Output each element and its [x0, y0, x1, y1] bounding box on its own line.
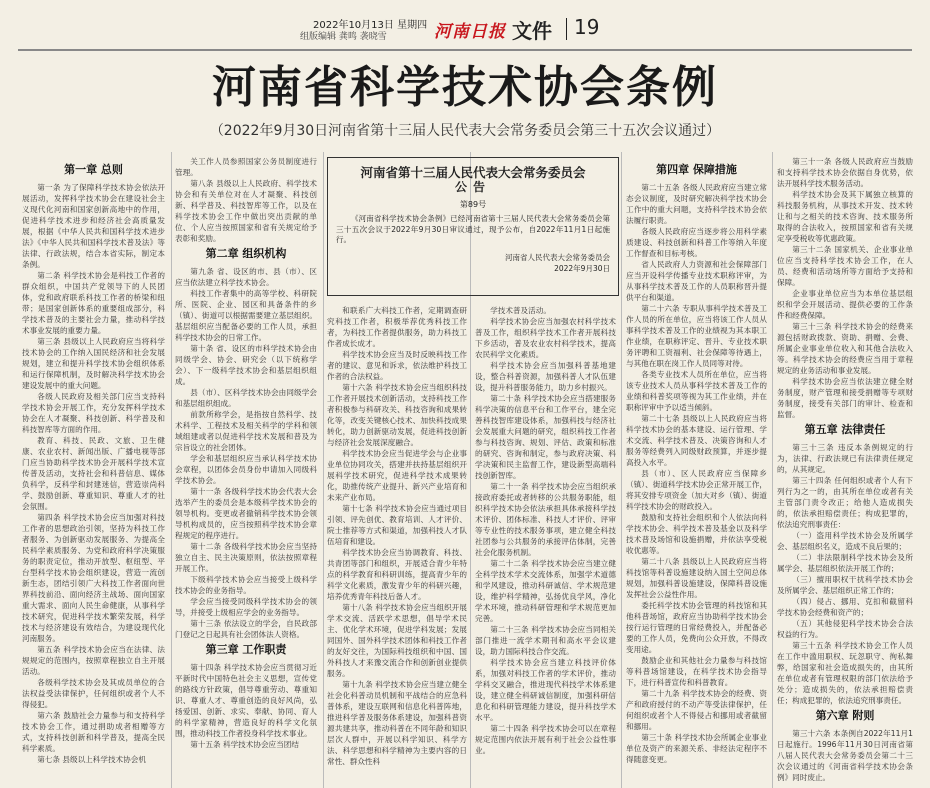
- article-paragraph: 县（市）、区科学技术协会由同级学会和基层组织组成。: [175, 388, 317, 408]
- article-paragraph: 第三十条 科学技术协会所属企业事业单位及资产的来源关系、非经法定程序不得随意变更。: [626, 733, 767, 764]
- notice-heading: 公告: [454, 180, 491, 194]
- newspaper-logo: 河南日报: [434, 22, 506, 42]
- section-name: 文件: [512, 19, 552, 43]
- notice-signatory: 河南省人民代表大会常务委员会: [505, 252, 610, 262]
- article-paragraph: 第二十八条 县级以上人民政府应当将科技馆等科普设施建设纳入国土空间总体规划，加强科普设施建设，保障科普设施发挥社会公益性作用。: [626, 557, 767, 599]
- article-paragraph: 科学技术协会应当促进学会与企业事业单位协同攻关，搭建并扶持基层组织开展科学技术研究，促进科学技术成果转化，助推传统产业提升、新兴产业培育和未来产业布局。: [327, 449, 467, 502]
- text-column-3: [327, 305, 467, 788]
- article-paragraph: 第十三条 依法设立的学会，自民政部门登记之日起具有社会团体法人资格。: [175, 619, 317, 639]
- text-column-1: [22, 160, 165, 788]
- article-paragraph: 第十六条 科学技术协会应当组织科技工作者开展技术创新活动，支持科技工作者积极参与科研攻关、科技咨询和成果转化等，改变关键核心技术、加快科技成果转化，助力创新驱动发展，促进科技创新与经济社会发展深度融合。: [327, 383, 467, 447]
- article-paragraph: 第七条 县级以上科学技术协会机: [37, 755, 146, 764]
- article-paragraph: （一）盗用科学技术协会及所属学会、基层组织名义，造成不良后果的；: [777, 531, 913, 551]
- chapter-heading: 第三章 工作职责: [205, 643, 287, 656]
- article-paragraph: 第三十五条 科学技术协会工作人员在工作中滥用职权、玩忽职守、徇私舞弊，给国家和社会造成损失的，由其所在单位或者有管理权限的部门依法给予处分；造成损失的，依法承担赔偿责任；构成犯罪的，依法追究刑事责任。: [777, 641, 913, 705]
- article-paragraph: 学技术普及活动。: [490, 306, 551, 315]
- article-paragraph: 第十五条 科学技术协会应当团结: [190, 740, 299, 749]
- article-paragraph: 科学技术协会应当协调教育、科技、共青团等部门和组织，开展适合青少年特点的科学教育和科研训练，提高青少年的科学文化素质，激发青少年的科研兴趣，培养优秀青年科技后备人才。: [327, 548, 467, 601]
- notice-body: 《河南省科学技术协会条例》已经河南省第十三届人民代表大会常务委员会第三十五次会议于2022年9月30日审议通过，现予公布，自2022年11月1日起施行。: [336, 214, 610, 244]
- article-paragraph: 教育、科技、民政、文旅、卫生健康、农业农村、新闻出版、广播电视等部门应当协助科学技术协会开展科学技术宣传普及活动，支持社会和科普信息、媒体负科学，反科学和封建迷信，营造崇尚科学、鼓励创新、尊重知识、尊重人才的社会氛围。: [22, 436, 165, 511]
- article-paragraph: 第三十三条 违反本条例规定的行为，法律、行政法规已有法律责任规定的，从其规定。: [777, 443, 913, 474]
- page-number: 19: [574, 15, 600, 39]
- article-paragraph: （五）其他侵犯科学技术协会合法权益的行为。: [777, 619, 913, 639]
- chapter-heading: 第一章 总则: [64, 163, 123, 176]
- chapter-heading: 第五章 法律责任: [804, 423, 886, 436]
- editor-credit: 组版编辑 龚鸣 袭晓雪: [300, 32, 387, 42]
- chapter-heading: 第二章 组织机构: [205, 247, 287, 260]
- header-rule: [18, 49, 912, 51]
- article-paragraph: 鼓励企业和其他社会力量参与科技馆等科普场馆建设，在科学技术协会指导下，进行科普宣传和科普教育。: [626, 656, 767, 687]
- notice-number: 第89号: [459, 200, 487, 209]
- article-paragraph: 第二十二条 科学技术协会应当建立健全科学技术学术交流体系，加强学术道德和学风建设，推动科研诚信、学术规范建设，维护科学精神，弘扬优良学风，净化学术环境，推动科研管理和学术规范更加完善。: [475, 559, 616, 623]
- notice-date: 2022年9月30日: [554, 263, 610, 273]
- article-paragraph: 科学技术协会及其下属独立核算的科技服务机构，从事技术开发、技术转让和与之相关的技术咨询、技术服务所取得的合法收入，按照国家和省有关规定享受税收等优惠政策。: [777, 190, 913, 243]
- article-paragraph: 科技工作者集中的高等学校、科研院所、医院、企业、园区和具备条件的乡（镇）、街道可以根据需要建立基层组织。基层组织应当配备必要的工作人员，承担科学技术协会的日常工作。: [175, 289, 317, 342]
- article-paragraph: 第十七条 科学技术协会应当通过项目引领、评先创优、教育培训、人才评价、院士推荐等方式和渠道，加强科技人才队伍培育和建设。: [327, 504, 467, 546]
- article-paragraph: 企业事业单位应当为本单位基层组织和学会开展活动、提供必要的工作条件和经费保障。: [777, 289, 913, 320]
- article-paragraph: 第二十一条 科学技术协会应当组织承接政府委托或者转移的公共服务职能，组织科学技术协会依法承担具体承接科学技术评价、团体标准、科技人才评价、评审等专业性的技术服务事项，建立健全科技社团参与公共服务的承接评估体制，完善社会化服务机制。: [475, 482, 616, 557]
- article-paragraph: 第三条 县级以上人民政府应当将科学技术协会的工作纳入国民经济和社会发展规划，建立和提升科学技术协会组织体系和运行保障机制，及时解决科学技术协会建设发展中的重大问题。: [22, 337, 165, 390]
- article-paragraph: 下级科学技术协会应当接受上级科学技术协会的业务指导。: [175, 575, 317, 595]
- article-paragraph: 前款所称学会，是指按自然科学、技术科学、工程技术及相关科学的学科和领域组建或者以促进科学技术发展和普及为宗旨设立的社会团体。: [175, 410, 317, 452]
- article-paragraph: 第二十九条 科学技术协会的经费、资产和政府授付的不动产等受法律保护，任何组织或者个人不得侵占和挪用或者截留和挪用。: [626, 689, 767, 731]
- article-paragraph: 第二十七条 县级以上人民政府应当将科学技术协会的基本建设、运行管理、学术交流、科学技术普及、决策咨询和人才服务等经费列入同级财政预算，并逐步提高投入水平。: [626, 414, 767, 467]
- article-paragraph: 学会应当接受同级科学技术协会的领导，并接受上级相应学会的业务指导。: [175, 597, 317, 617]
- chapter-heading: 第四章 保障措施: [656, 163, 737, 176]
- article-paragraph: 第十条 省、设区的市科学技术协会由同级学会、协会、研究会（以下统称学会）、下一级科学技术协会和基层组织组成。: [175, 344, 317, 386]
- article-paragraph: 第二十四条 科学技术协会可以在章程规定范围内依法开展有利于社会公益性事业。: [475, 724, 616, 755]
- article-paragraph: （二）非法限制科学技术协会及所属学会、基层组织依法开展工作的；: [777, 553, 913, 573]
- article-paragraph: 第十二条 各级科学技术协会应当坚持独立自主、民主决策原则，依法按照章程开展工作。: [175, 542, 317, 573]
- article-paragraph: 鼓励和支持社会组织和个人依法向科学技术协会、科学技术普及基金以及科学技术普及场馆和设施捐赠，并依法享受税收优惠等。: [626, 513, 767, 555]
- article-paragraph: 第二条 科学技术协会是科技工作者的群众组织，中国共产党领导下的人民团体，党和政府联系科技工作者的桥梁和纽带；是国家创新体系的重要组成部分，科学技术普及的主要社会力量，推动科学技术事业发展的重要力量。: [22, 271, 165, 335]
- article-paragraph: 第三十六条 本条例自2022年11月1日起施行。1996年11月30日河南省第八届人民代表大会常务委员会第二十三次会议通过的《河南省科学技术协会条例》同时废止。: [777, 729, 913, 782]
- article-paragraph: 科学技术协会应当及时反映科技工作者的建议、意见和诉求，依法维护科技工作者的合法权益。: [327, 350, 467, 381]
- article-paragraph: 第三十四条 任何组织或者个人有下列行为之一的，由其所在单位或者有关主管部门责令改正；给他人造成损失的，依法承担赔偿责任；构成犯罪的，依法追究刑事责任：: [777, 476, 913, 529]
- article-paragraph: 第二十条 科学技术协会应当搭建服务科学决策的信息平台和工作平台，建全完善科技智库建设体系，加强科技与经济社会发展重大问题的研究，组织科技工作者参与科技咨询、规划、评估、政策和标准的研究、咨询和制定，参与政府决策、科学决策和民主监督工作，建设新型高端科技创新智库。: [475, 394, 616, 480]
- article-title: 河南省科学技术协会条例: [212, 62, 718, 113]
- article-paragraph: 第十九条 科学技术协会应当建立健全社会化科普动员机制和平战结合的应急科普体系，建设互联网和信息化科普阵地，推进科学普及服务体系建设，加强科普资源共建共享，推动科普在不同年龄和知识层次人群中，开展以科学知识、科学方法、科学思想和科学精神为主要内容的日常性、群众性科: [327, 680, 467, 766]
- article-paragraph: 科学技术协会应当依法建立健全财务制度，财产管理和接受捐赠等专项财务制度，接受有关部门的审计、检查和监督。: [777, 377, 913, 419]
- chapter-heading: 第六章 附则: [815, 709, 875, 722]
- article-subtitle: （2022年9月30日河南省第十三届人民代表大会常务委员会第三十五次会议通过）: [209, 123, 721, 139]
- article-paragraph: 省人民政府人力资源和社会保障部门应当开设科学传播专业技术职称评审，为从事科学技术普及工作的人员职称晋升提供平台和渠道。: [626, 260, 767, 302]
- article-paragraph: （三）擅用职权干扰科学技术协会及所属学会、基层组织正常工作的；: [777, 575, 913, 595]
- text-column-5: [626, 160, 767, 788]
- notice-issuer: 河南省第十三届人民代表大会常务委员会: [360, 165, 586, 180]
- article-paragraph: 各级科学技术协会及其成员单位的合法权益受法律保护，任何组织或者个人不得侵犯。: [22, 678, 165, 709]
- article-paragraph: 各类专业技术人员所在单位，应当将该专业技术人员从事科学技术普及工作的业绩和科普奖项等视为其工作业绩，并在职称评审中予以适当倾斜。: [626, 370, 767, 412]
- article-paragraph: 各级人民政府及相关部门应当支持科学技术协会开展工作，充分发挥科学技术协会在人才凝聚、科技创新、科学普及和科技智库等方面的作用。: [22, 392, 165, 434]
- article-paragraph: 各级人民政府应当逐步将公用科学素质建设、科技创新和科普工作等纳入年度工作督查和目标考核。: [626, 227, 767, 258]
- announcement-box: [327, 157, 619, 296]
- column-divider: [323, 152, 324, 788]
- article-paragraph: 关工作人员参照国家公务员制度进行管理。: [175, 157, 317, 177]
- article-paragraph: 第二十三条 科学技术协会应当同相关部门推进一流学术期刊和高水平会议建设，助力国际科技合作交流。: [475, 625, 616, 656]
- text-column-4: [475, 305, 616, 788]
- article-paragraph: 第三十一条 各级人民政府应当鼓励和支持科学技术协会依据自身优势，依法开展科学技术服务活动。: [777, 157, 913, 188]
- article-paragraph: 第四条 科学技术协会应当加强对科技工作者的思想政治引领，坚持为科技工作者服务、为创新驱动发展服务、为提高全民科学素质服务、为党和政府科学决策服务的职责定位，推动开放型、枢纽型、平台型科学技术协会组织建设，营造一流创新生态，团结引领广大科技工作者面向世界科技前沿、面向经济主战场、面向国家重大需求、面向人民生命健康，从事科学技术研究，促进科学技术繁荣发展，科学技术与经济建设有效结合，为建设现代化河南服务。: [22, 513, 165, 643]
- article-paragraph: 科学技术协会应当加强科普基地建设，整合科普资源，加强科普人才队伍建设，提升科普服务能力，助力乡村振兴。: [475, 361, 616, 392]
- column-divider: [772, 152, 773, 788]
- article-paragraph: 第二十六条 专职从事科学技术普及工作人员的所在单位，应当将该工作人员从事科学技术普及工作的业绩视为其本职工作业绩，在职称评定、晋升、专业技术职务评聘和工资福利、社会保障等待遇上，与其他在职在岗工作人员同等对待。: [626, 304, 767, 368]
- column-divider: [621, 152, 622, 788]
- article-paragraph: 学会和基层组织应当承认科学技术协会章程，以团体会员身份申请加入同级科学技术协会。: [175, 454, 317, 485]
- article-paragraph: 第八条 县级以上人民政府、科学技术协会和有关单位对在人才凝聚、科技创新、科学普及、科技智库等工作，以及在科学技术协会工作中做出突出贡献的单位、个人应当按照国家和省有关规定给予表彰和奖励。: [175, 179, 317, 243]
- issue-date: 2022年10月13日 星期四: [313, 20, 428, 31]
- article-paragraph: 第三十三条 科学技术协会的经费来源包括财政拨款、资助、捐赠、会费、所属企业事业单位收入和其他合法收入等。科学技术协会的经费应当用于章程规定的业务活动和事业发展。: [777, 322, 913, 375]
- masthead-divider: [566, 18, 567, 40]
- article-paragraph: （四）侵占、挪用、克扣和截留科学技术协会经费和资产的；: [777, 597, 913, 617]
- article-paragraph: 第二十五条 各级人民政府应当建立常态会议制度，及时研究解决科学技术协会工作中的重大问题，支持科学技术协会依法履行职责。: [626, 183, 767, 225]
- text-column-6: [777, 156, 913, 788]
- article-paragraph: 第五条 科学技术协会应当在法律、法规规定的范围内，按照章程独立自主开展活动。: [22, 645, 165, 676]
- article-paragraph: 委托科学技术协会管理的科技馆和其他科普场馆，政府应当协助科学技术协会按行运行管理的日常经费投入，并配备必要的工作人员，免费向公众开放，不得改变用途。: [626, 601, 767, 654]
- article-paragraph: 第三十二条 国家机关、企业事业单位应当支持科学技术协会工作，在人员、经费和活动场所等方面给予支持和保障。: [777, 245, 913, 287]
- article-paragraph: 第十一条 各级科学技术协会代表大会选举产生的委员会是本级科学技术协会的领导机构。变更或者撤销科学技术协会领导机构成员的，应当按照科学技术协会章程规定的程序进行。: [175, 487, 317, 540]
- article-paragraph: 县（市）、区人民政府应当保障乡（镇）、街道科学技术协会正常开展工作，将其安排专项资金（加大对乡（镇）、街道科学技术协会的财政投入。: [626, 469, 767, 511]
- article-paragraph: 第一条 为了保障科学技术协会依法开展活动，发挥科学技术协会在建设社会主义现代化河南和国家创新高地中的作用，促进科学技术进步和经济社会高质量发展，根据《中华人民共和国科学技术进步法》《中华人民共和国科学技术普及法》等法律、行政法规，结合本省实际，制定本条例。: [22, 183, 165, 269]
- article-paragraph: 第十四条 科学技术协会应当贯彻习近平新时代中国特色社会主义思想，宣传党的路线方针政策，倡导尊重劳动、尊重知识、尊重人才、尊重创造的良好风尚，弘扬爱国、创新、求实、奉献、协同、育人的科学家精神，营造良好的科学文化氛围，推动科技工作者投身科学技术事业。: [175, 663, 317, 738]
- article-paragraph: 和联系广大科技工作者，定期调查研究科技工作者，积极举荐优秀科技工作者，为科技工作者提供服务，助力科技工作者成长成才。: [327, 306, 467, 348]
- article-paragraph: 科学技术协会应当建立科技评价体系，加强对科技工作者的学术评价，推动学科交叉融合，推进现代科技学术体系建设，建立健全科研诚信制度，加强科研信息化和科研管理能力建设，提升科技学术水平。: [475, 658, 616, 722]
- article-paragraph: 第九条 省、设区的市、县（市）、区应当依法建立科学技术协会。: [175, 267, 317, 287]
- article-paragraph: 科学技术协会应当加强农村科学技术普及工作，组织科学技术工作者开展科技下乡活动，普及农业农村科学技术，提高农民科学文化素质。: [475, 317, 616, 359]
- article-paragraph: 第六条 鼓励社会力量参与和支持科学技术协会工作，通过捐助成者相赠等方式，支持科技创新和科学普及，提高全民科学素质。: [22, 711, 165, 753]
- masthead: [0, 0, 930, 46]
- article-paragraph: 第十八条 科学技术协会应当组织开展学术交流、活跃学术思想，倡导学术民主、优化学术环境，促进学科发展；发展同国外、国外科学技术团体和科技工作者的友好交往，为国际科技组织和中国、国外科技人才来豫交流合作和创新创业提供服务。: [327, 603, 467, 678]
- text-column-2: [175, 156, 317, 788]
- column-divider: [171, 152, 172, 788]
